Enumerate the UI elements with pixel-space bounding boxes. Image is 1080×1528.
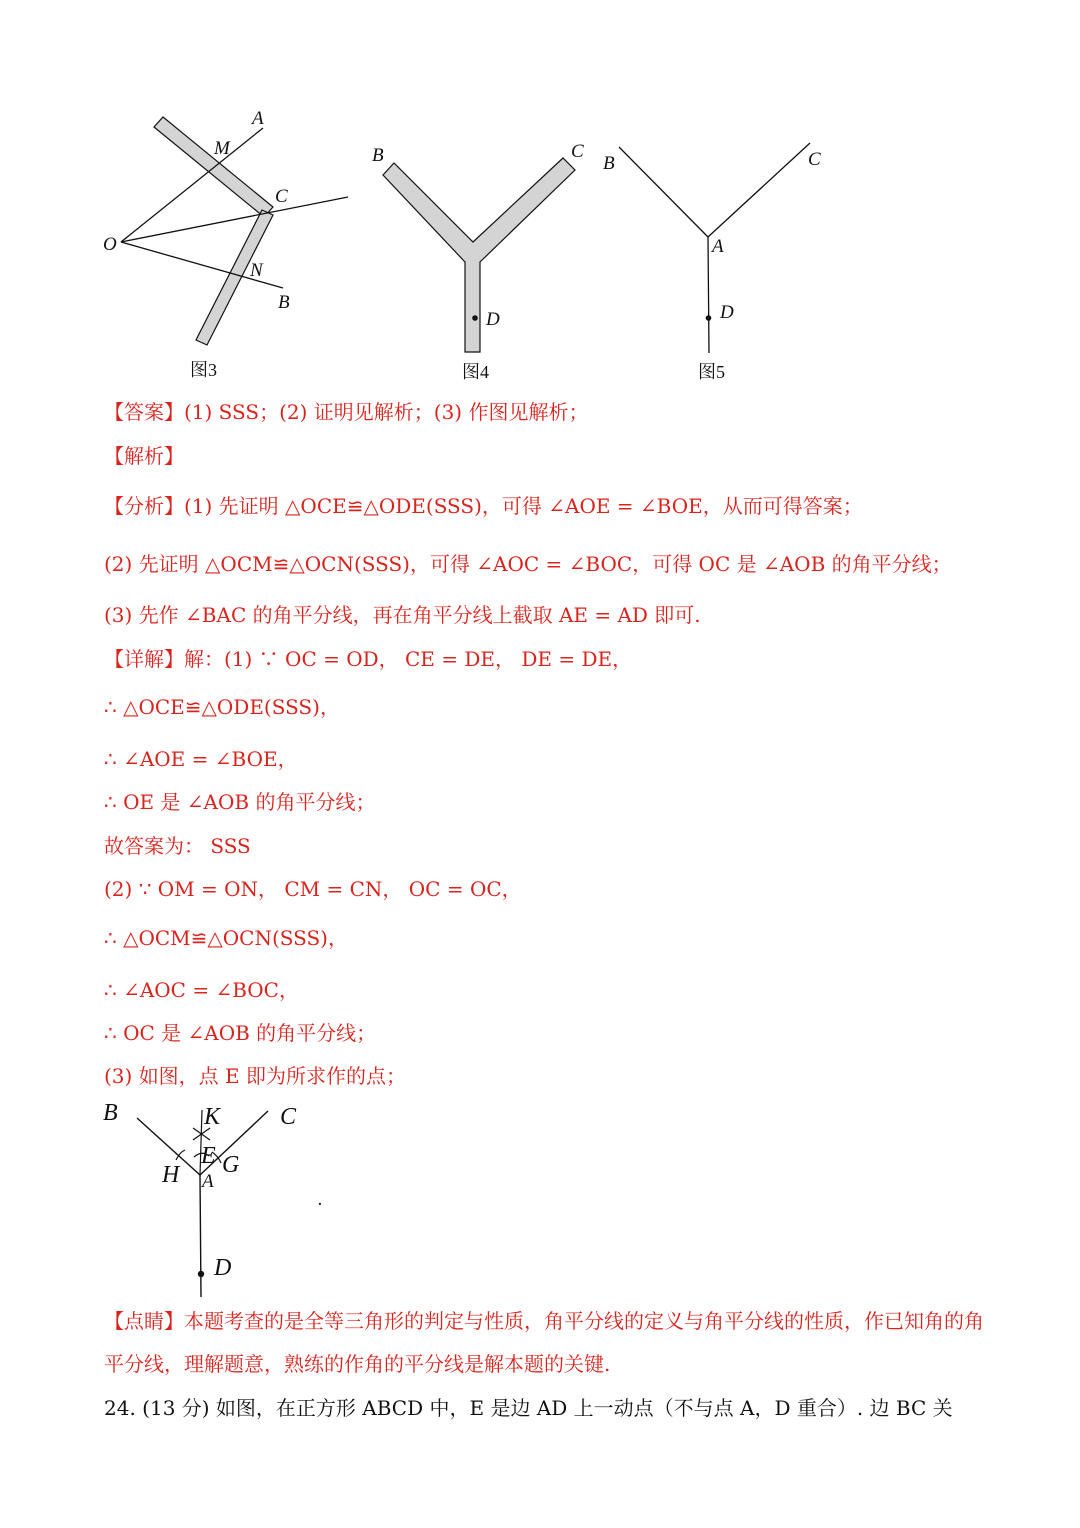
- label-M: M: [214, 138, 230, 159]
- figure-3: [95, 105, 365, 395]
- ray-AC: [708, 143, 810, 237]
- stray-dot: .: [318, 1189, 323, 1210]
- label-D: D: [214, 1255, 232, 1281]
- analysis-heading: 【解析】: [104, 444, 184, 468]
- label-C: C: [275, 186, 288, 207]
- label-G: G: [222, 1152, 240, 1178]
- point-D: [706, 315, 712, 321]
- label-E: E: [201, 1143, 216, 1169]
- ray-AD: [200, 1175, 201, 1297]
- ray-OC: [121, 197, 348, 242]
- label-H: H: [162, 1162, 180, 1188]
- label-D: D: [720, 302, 734, 323]
- analysis-step-1: 【分析】(1) 先证明 △OCE≌△ODE(SSS)，可得 ∠AOE = ∠BOE，从而可得答案；: [104, 494, 863, 518]
- label-C: C: [280, 1104, 297, 1130]
- detail-line-3: ∴ ∠AOE = ∠BOE，: [104, 747, 298, 771]
- label-N: N: [250, 260, 263, 281]
- caption-fig4: 图4: [462, 362, 489, 382]
- label-A: A: [202, 1171, 214, 1192]
- label-D: D: [486, 309, 500, 330]
- detail-line-4: ∴ OE 是 ∠AOB 的角平分线；: [104, 790, 376, 814]
- point-D: [198, 1271, 204, 1277]
- question-24: 24. (13 分) 如图，在正方形 ABCD 中，E 是边 AD 上一动点（不与点 A，D 重合）. 边 BC 关: [104, 1396, 953, 1420]
- answer-line: 【答案】(1) SSS；(2) 证明见解析；(3) 作图见解析；: [104, 400, 589, 424]
- label-C: C: [571, 141, 584, 162]
- label-B: B: [103, 1100, 118, 1126]
- figure-construction: [95, 1095, 345, 1305]
- detail-line-7: ∴ △OCM≌△OCN(SSS)，: [104, 926, 348, 950]
- label-B: B: [278, 292, 290, 313]
- y-shaped-board: [383, 158, 575, 352]
- ray-AD: [708, 237, 709, 353]
- comment-paragraph: 【点睛】本题考查的是全等三角形的判定与性质，角平分线的定义与角平分线的性质，作已知角的角平分线，理解题意，熟练的作角的平分线是解本题的关键.: [104, 1309, 984, 1376]
- detail-line-10: (3) 如图，点 E 即为所求作的点；: [104, 1064, 407, 1088]
- detail-line-8: ∴ ∠AOC = ∠BOC，: [104, 978, 299, 1002]
- detail-line-5: 故答案为： SSS: [104, 834, 251, 858]
- label-B: B: [372, 145, 384, 166]
- label-O: O: [103, 234, 117, 255]
- detail-line-6: (2) ∵ OM = ON， CM = CN， OC = OC，: [104, 877, 522, 901]
- label-A: A: [252, 108, 264, 129]
- point-D: [472, 315, 478, 321]
- label-K: K: [204, 1104, 221, 1130]
- detail-line-1: 【详解】解：(1) ∵ OC = OD， CE = DE， DE = DE，: [104, 647, 633, 671]
- label-A: A: [712, 236, 724, 257]
- detail-line-2: ∴ △OCE≌△ODE(SSS)，: [104, 695, 340, 719]
- caption-fig3: 图3: [190, 360, 217, 380]
- label-B: B: [603, 153, 615, 174]
- figure-5: [595, 135, 835, 395]
- caption-fig5: 图5: [698, 362, 725, 382]
- figure-4: [360, 135, 590, 395]
- analysis-step-3: (3) 先作 ∠BAC 的角平分线，再在角平分线上截取 AE = AD 即可.: [104, 603, 701, 627]
- analysis-step-2: (2) 先证明 △OCM≌△OCN(SSS)，可得 ∠AOC = ∠BOC，可得 OC 是 ∠AOB 的角平分线；: [104, 552, 952, 576]
- detail-line-9: ∴ OC 是 ∠AOB 的角平分线；: [104, 1021, 377, 1045]
- label-C: C: [808, 149, 821, 170]
- ray-AB: [619, 147, 708, 237]
